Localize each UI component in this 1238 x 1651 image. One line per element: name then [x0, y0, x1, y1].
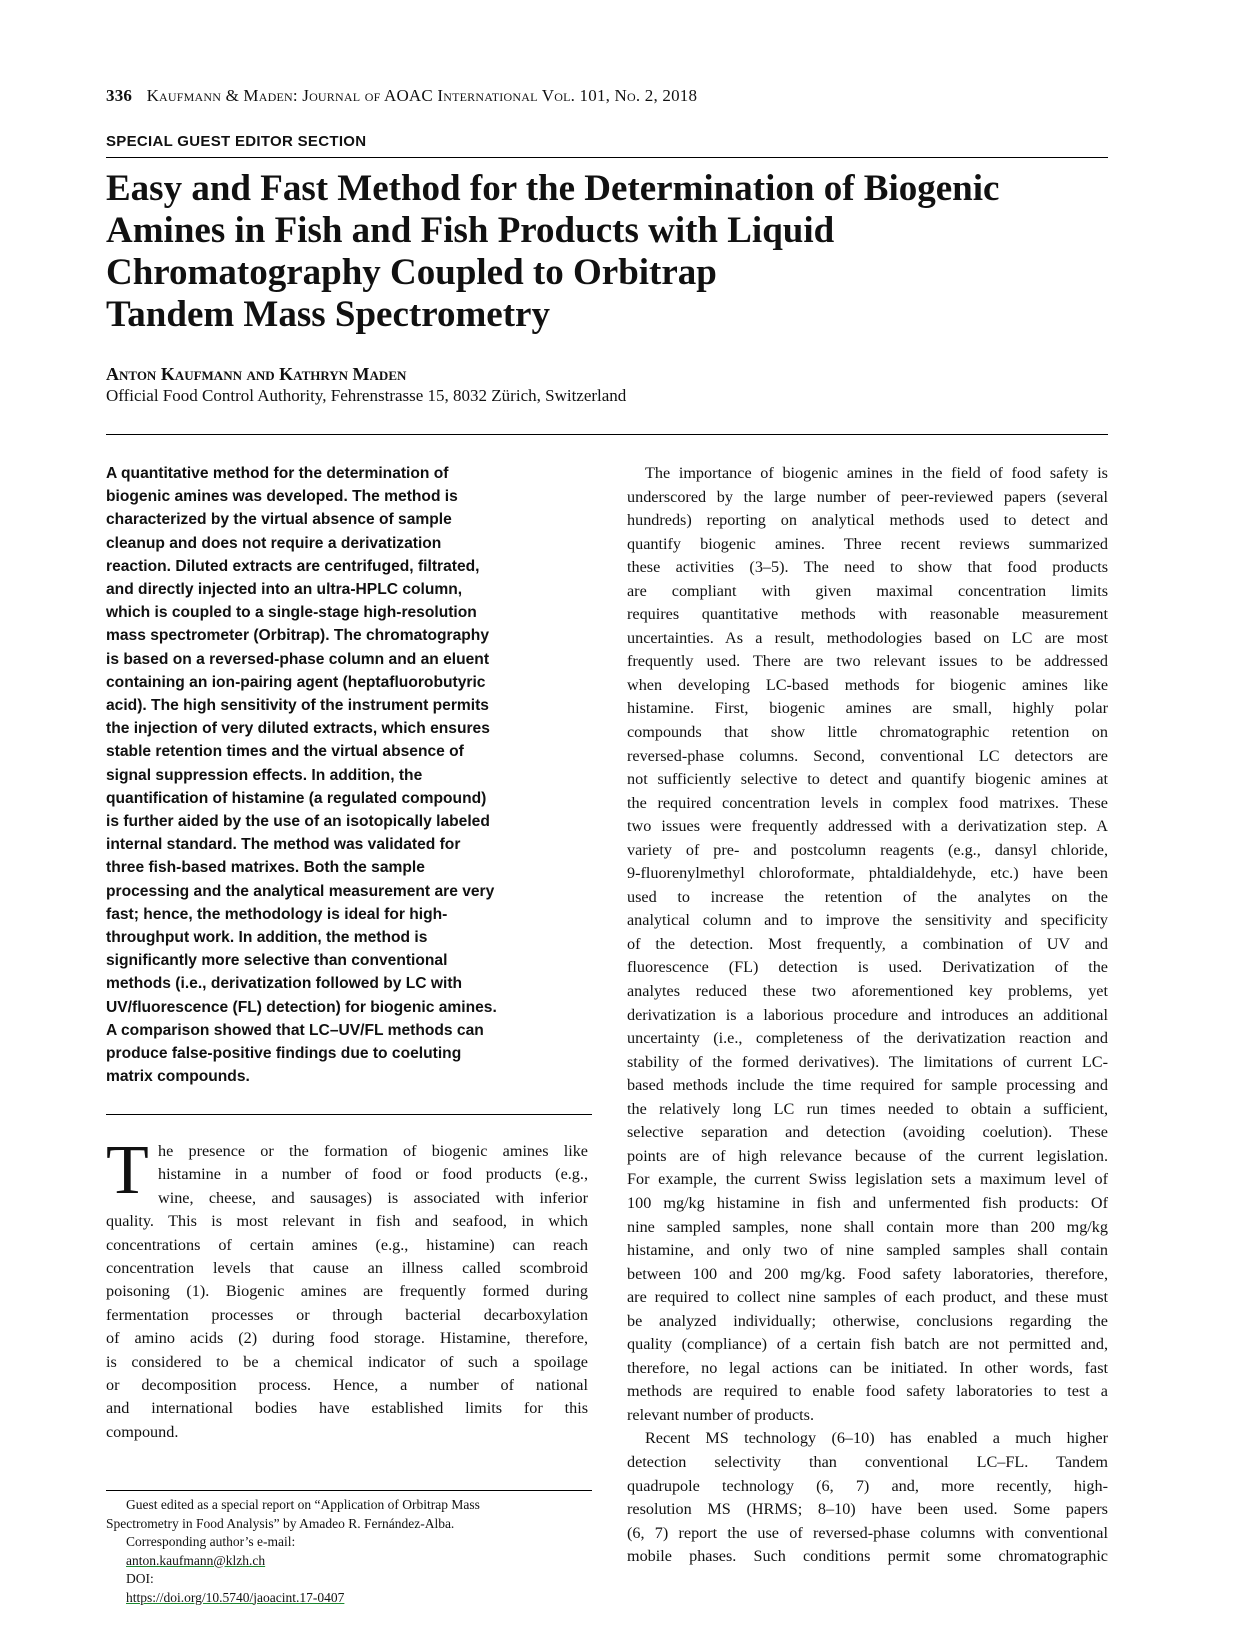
footnote-email-line: [106, 1533, 592, 1570]
body-line: stability of the formed derivatives). The limitations of current LC-: [627, 1052, 1108, 1071]
abstract-line: processing and the analytical measurement are very: [106, 882, 495, 900]
doi-label: DOI:: [126, 1571, 154, 1586]
body-line: fluorescence (FL) detection is used. Derivatization of the: [627, 958, 1108, 977]
body-line: requires quantitative methods with reasonable measurement: [627, 605, 1108, 624]
intro-line: wine, cheese, and sausages) is associated with inferior: [158, 1188, 588, 1207]
header-rule: [106, 157, 1108, 158]
title-rule: [106, 434, 1108, 435]
body-line: resolution MS (HRMS; 8–10) have been used. Some papers: [627, 1500, 1108, 1519]
title-line: Amines in Fish and Fish Products with Liquid: [106, 210, 835, 251]
abstract-line: is based on a reversed-phase column and an eluent: [106, 650, 490, 668]
abstract-line: UV/fluorescence (FL) detection) for biogenic amines.: [106, 998, 497, 1016]
body-line: not sufficiently selective to detect and quantify biogenic amines at: [627, 770, 1108, 789]
body-line: reversed-phase columns. Second, conventional LC detectors are: [627, 746, 1108, 765]
body-line: the relatively long LC run times needed to obtain a sufficient,: [627, 1099, 1108, 1118]
abstract-line: significantly more selective than conventional: [106, 952, 448, 970]
intro-line: and international bodies have established limits for this: [106, 1399, 588, 1418]
body-line: frequently used. There are two relevant issues to be addressed: [627, 652, 1108, 671]
abstract-line: quantification of histamine (a regulated compound): [106, 789, 487, 807]
abstract-line: internal standard. The method was validated for: [106, 836, 461, 854]
body-line: 9-fluorenylmethyl chloroformate, phtaldialdehyde, etc.) have been: [627, 864, 1108, 883]
body-line: are compliant with given maximal concentration limits: [627, 581, 1108, 600]
section-label: SPECIAL GUEST EDITOR SECTION: [106, 133, 367, 150]
title-line: Tandem Mass Spectrometry: [106, 294, 550, 335]
body-line: based methods include the time required for sample processing and: [627, 1076, 1108, 1095]
body-line: used to increase the retention of the analytes on the: [627, 887, 1108, 906]
body-line: points are of high relevance because of the current legislation.: [627, 1146, 1108, 1165]
body-line: derivatization is a laborious procedure and introduces an additional: [627, 1005, 1108, 1024]
running-head: [106, 86, 697, 106]
intro-line: is considered to be a chemical indicator of such a spoilage: [106, 1352, 588, 1371]
body-line: underscored by the large number of peer-reviewed papers (several: [627, 487, 1108, 506]
abstract-line: the injection of very diluted extracts, which ensures: [106, 720, 490, 738]
abstract-line: characterized by the virtual absence of sample: [106, 511, 452, 529]
intro-line: he presence or the formation of biogenic amines like: [158, 1142, 588, 1160]
body-line: quantify biogenic amines. Three recent reviews summarized: [627, 534, 1108, 553]
page-number: 336: [106, 86, 133, 105]
abstract-line: biogenic amines was developed. The method is: [106, 488, 458, 506]
abstract-line: cleanup and does not require a derivatization: [106, 534, 442, 552]
abstract-line: matrix compounds.: [106, 1068, 250, 1086]
abstract-line: reaction. Diluted extracts are centrifuged, filtrated,: [106, 557, 480, 575]
abstract-line: A quantitative method for the determination of: [106, 465, 449, 482]
intro-line: of amino acids (2) during food storage. Histamine, therefore,: [106, 1329, 588, 1348]
body-line: be analyzed individually; otherwise, conclusions regarding the: [627, 1311, 1108, 1330]
intro-line: quality. This is most relevant in fish and seafood, in which: [106, 1212, 588, 1231]
abstract-line: fast; hence, the methodology is ideal for high-: [106, 905, 448, 923]
intro-line: poisoning (1). Biogenic amines are frequently formed during: [106, 1282, 588, 1301]
abstract-line: produce false-positive findings due to coeluting: [106, 1045, 462, 1063]
body-line: between 100 and 200 mg/kg. Food safety laboratories, therefore,: [627, 1264, 1108, 1283]
body-line: hundreds) reporting on analytical methods used to detect and: [627, 511, 1108, 530]
body-line: The importance of biogenic amines in the field of food safety is: [645, 464, 1108, 482]
body-line: histamine. First, biogenic amines are small, highly polar: [627, 699, 1108, 718]
body-line: relevant number of products.: [627, 1405, 814, 1424]
body-line: Recent MS technology (6–10) has enabled a much higher: [645, 1429, 1108, 1448]
abstract-line: stable retention times and the virtual absence of: [106, 743, 464, 761]
body-line: variety of pre- and postcolumn reagents (e.g., dansyl chloride,: [627, 840, 1108, 859]
abstract-line: throughput work. In addition, the method is: [106, 929, 428, 947]
affiliation: Official Food Control Authority, Fehrenstrasse 15, 8032 Zürich, Switzerland: [106, 386, 627, 405]
body-line: therefore, no legal actions can be initiated. In other words, fast: [627, 1358, 1108, 1377]
authors: Anton Kaufmann and Kathryn Maden: [106, 364, 407, 384]
right-column-text: [627, 462, 1108, 1569]
body-line: histamine, and only two of nine sampled samples shall contain: [627, 1241, 1108, 1260]
title-line: Easy and Fast Method for the Determination of Biogenic: [106, 168, 1000, 209]
abstract-line: mass spectrometer (Orbitrap). The chromatography: [106, 627, 490, 645]
body-line: of the detection. Most frequently, a combination of UV and: [627, 934, 1108, 953]
article-title: [106, 168, 1108, 336]
body-line: For example, the current Swiss legislation sets a maximum level of: [627, 1170, 1108, 1189]
body-line: uncertainty (i.e., completeness of the derivatization reaction and: [627, 1029, 1108, 1048]
title-line: Chromatography Coupled to Orbitrap: [106, 252, 717, 293]
body-line: nine sampled samples, none shall contain more than 200 mg/kg: [627, 1217, 1108, 1236]
body-line: selective separation and detection (avoiding coelution). These: [627, 1123, 1108, 1142]
footnote-line: Guest edited as a special report on “Application of Orbitrap Mass: [126, 1497, 480, 1512]
abstract-line: signal suppression effects. In addition, the: [106, 766, 423, 784]
body-line: (6, 7) report the use of reversed-phase columns with conventional: [627, 1523, 1108, 1542]
body-line: the required concentration levels in complex food matrixes. These: [627, 793, 1108, 812]
abstract-rule: [106, 1114, 592, 1115]
email-label: Corresponding author’s e-mail:: [126, 1534, 296, 1549]
body-line: analytical column and to improve the sensitivity and specificity: [627, 911, 1108, 930]
body-line: uncertainties. As a result, methodologies based on LC are most: [627, 628, 1108, 647]
intro-paragraph: [106, 1140, 588, 1444]
intro-line: fermentation processes or through bacterial decarboxylation: [106, 1305, 588, 1324]
footnote: [106, 1496, 592, 1607]
body-line: quadrupole technology (6, 7) and, more recently, high-: [627, 1476, 1108, 1495]
abstract-line: which is coupled to a single-stage high-resolution: [106, 604, 477, 622]
body-line: methods are required to enable food safety laboratories to test a: [627, 1382, 1108, 1401]
body-line: analytes reduced these two aforementioned key problems, yet: [627, 982, 1108, 1001]
body-line: detection selectivity than conventional LC–FL. Tandem: [627, 1452, 1108, 1471]
body-line: are required to collect nine samples of each product, and these must: [627, 1288, 1108, 1307]
abstract-line: is further aided by the use of an isotopically labeled: [106, 813, 490, 831]
running-title: Kaufmann & Maden: Journal of AOAC International Vol. 101, No. 2, 2018: [146, 86, 698, 105]
doi-link[interactable]: https://doi.org/10.5740/jaoacint.17-0407: [126, 1589, 345, 1605]
abstract-line: acid). The high sensitivity of the instrument permits: [106, 697, 489, 715]
body-line: these activities (3–5). The need to show that food products: [627, 558, 1108, 577]
drop-cap: T: [106, 1132, 149, 1209]
body-line: 100 mg/kg histamine in fish and unfermented fish products: Of: [627, 1193, 1108, 1212]
abstract-line: methods (i.e., derivatization followed by LC with: [106, 975, 463, 993]
body-line: mobile phases. Such conditions permit some chromatographic: [627, 1547, 1108, 1566]
abstract: [106, 462, 592, 1088]
intro-line: or decomposition process. Hence, a number of national: [106, 1376, 588, 1395]
abstract-line: three fish-based matrixes. Both the sample: [106, 859, 425, 877]
footnote-line: Spectrometry in Food Analysis” by Amadeo R. Fernández-Alba.: [106, 1515, 455, 1531]
body-line: when developing LC-based methods for biogenic amines like: [627, 675, 1108, 694]
intro-line: compound.: [106, 1422, 179, 1441]
abstract-line: containing an ion-pairing agent (heptafluorobutyric: [106, 673, 486, 691]
body-line: two issues were frequently addressed with a derivatization step. A: [627, 817, 1108, 836]
abstract-line: A comparison showed that LC–UV/FL methods can: [106, 1021, 484, 1039]
email-link[interactable]: anton.kaufmann@klzh.ch: [126, 1552, 266, 1568]
intro-line: histamine in a number of food or food products (e.g.,: [158, 1165, 588, 1184]
body-line: compounds that show little chromatographic retention on: [627, 723, 1108, 742]
abstract-line: and directly injected into an ultra-HPLC column,: [106, 581, 463, 599]
intro-line: concentration levels that cause an illness called scombroid: [106, 1259, 588, 1278]
intro-line: concentrations of certain amines (e.g., histamine) can reach: [106, 1235, 588, 1254]
body-line: quality (compliance) of a certain fish batch are not permitted and,: [627, 1335, 1108, 1354]
footnote-doi-line: [106, 1570, 592, 1607]
footnote-rule: [106, 1490, 592, 1491]
